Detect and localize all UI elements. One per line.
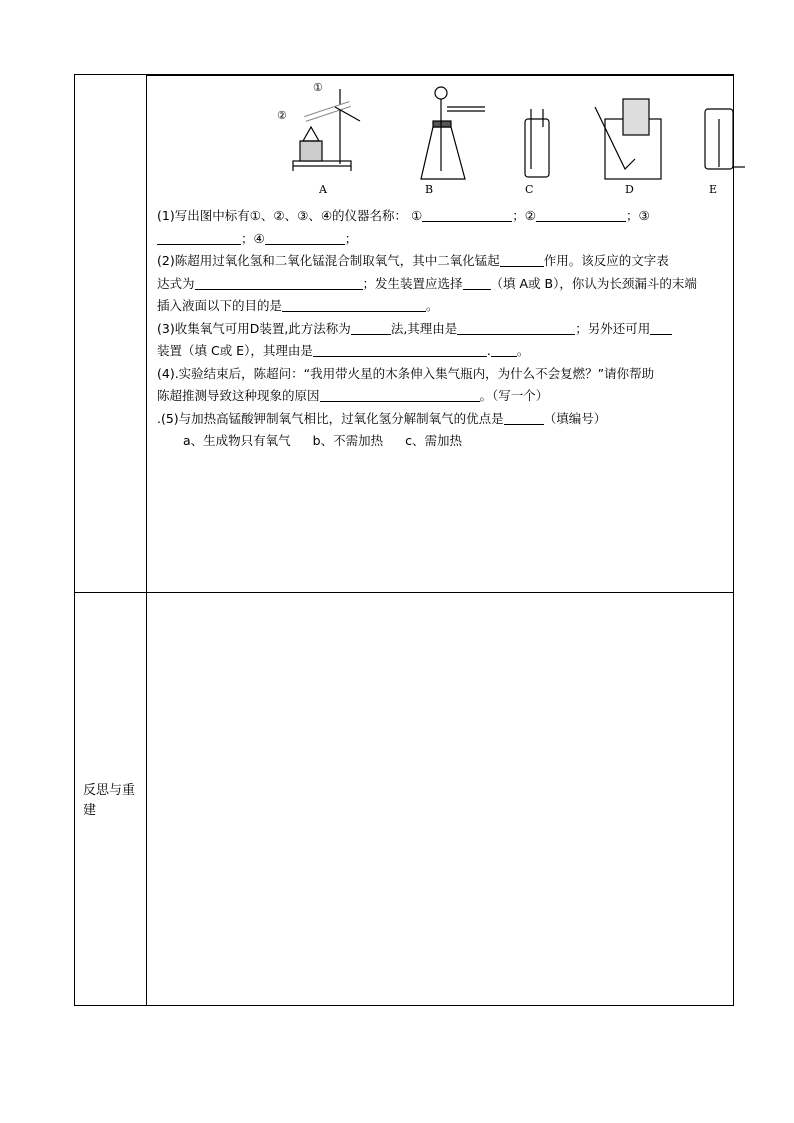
answer-blank-7[interactable] [463,275,491,290]
label-d: D [625,183,634,196]
answer-blank-14[interactable] [320,387,480,402]
answer-blank-6[interactable] [195,275,363,290]
option-c: c、需加热 [405,433,462,448]
question-text [157,205,733,453]
label-a: A [319,183,327,196]
marker-2: ② [277,109,287,122]
q4-line2: 陈超推测导致这种现象的原因 。（写一个） [157,388,549,403]
answer-blank-10[interactable] [457,320,575,335]
q5-options [157,430,733,453]
label-e: E [709,183,718,196]
option-a: a、生成物只有氧气 [183,433,291,448]
answer-blank-8[interactable] [282,297,426,312]
option-b: b、不需加热 [312,433,384,448]
row-divider [75,592,733,593]
q2-line3: 插入液面以下的目的是 。 [157,298,439,313]
answer-blank-11[interactable] [650,320,672,335]
q4-line1: (4).实验结束后，陈超问：“我用带火星的木条伸入集气瓶内，为什么不会复燃？”请你帮助 [157,365,655,381]
label-c: C [525,183,534,196]
q2-line1: (2)陈超用过氧化氢和二氧化锰混合制取氧气，其中二氧化锰起 作用。该反应的文字表 [157,253,669,268]
answer-blank-3[interactable] [157,230,241,245]
answer-blank-2[interactable] [536,207,626,222]
q2-line2: 达式为 ；发生装置应选择 （填 A或 B），你认为长颈漏斗的末端 [157,275,697,291]
q3-line1: (3)收集氧气可用D装置,此方法称为 法,其理由是 ；另外还可用 [157,318,733,341]
reflection-label: 反思与重建 [83,783,136,818]
q3-line2: 装置（填 C或 E），其理由是 . 。 [157,343,530,358]
column-divider [146,75,147,1005]
answer-blank-1[interactable] [422,207,512,222]
answer-blank-9[interactable] [351,320,391,335]
answer-blank-15[interactable] [504,410,544,425]
q5-line1: .(5)与加热高锰酸钾制氧气相比，过氧化氢分解制氧气的优点是 （填编号） [157,410,607,426]
marker-1: ① [313,81,323,94]
q1-line2: ；④ ； [157,228,733,251]
answer-blank-12[interactable] [313,342,487,357]
apparatus-figure [185,79,718,199]
answer-blank-4[interactable] [265,230,345,245]
answer-blank-5[interactable] [500,252,544,267]
q1-line1: (1)写出图中标有①、②、③、④的仪器名称： ① ；② ；③ [157,208,650,223]
apparatus-drawing [185,79,718,199]
label-b: B [425,183,434,196]
top-border [146,75,734,76]
worksheet-table [74,74,734,1006]
answer-blank-13[interactable] [491,342,517,357]
